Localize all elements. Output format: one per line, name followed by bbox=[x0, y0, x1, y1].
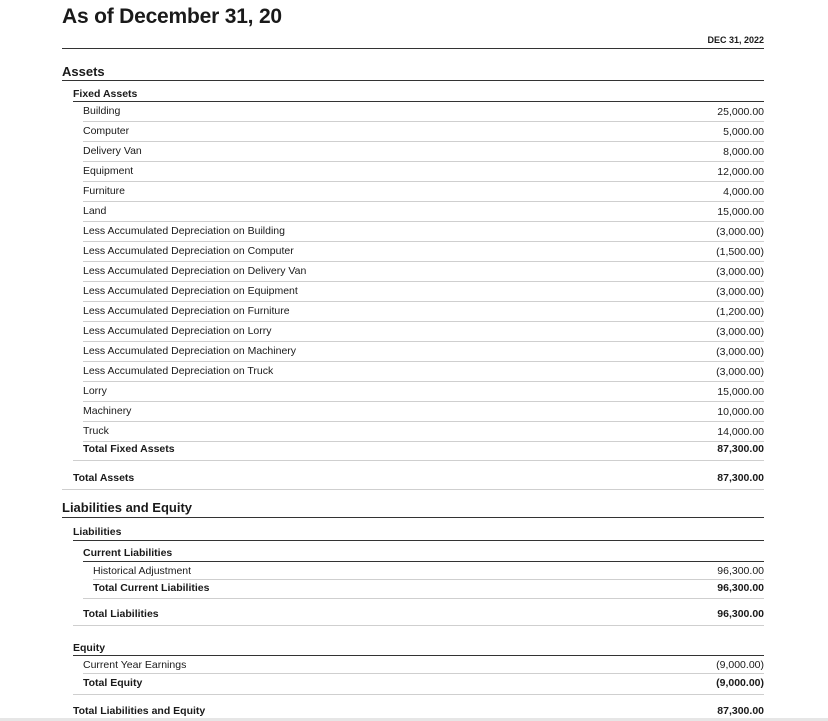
total-equity-divider bbox=[73, 694, 764, 695]
liabilities-heading: Liabilities bbox=[73, 526, 122, 538]
row-divider bbox=[83, 361, 764, 362]
row-divider bbox=[83, 141, 764, 142]
total-current-liabilities-divider bbox=[83, 598, 764, 599]
fixed-assets-heading: Fixed Assets bbox=[73, 88, 138, 100]
total-current-liabilities-label: Total Current Liabilities bbox=[93, 582, 210, 594]
liabilities-equity-divider bbox=[62, 517, 764, 518]
fixed-asset-amount: (3,000.00) bbox=[716, 226, 764, 238]
row-divider bbox=[83, 321, 764, 322]
current-year-earnings-divider bbox=[83, 673, 764, 674]
current-liabilities-heading: Current Liabilities bbox=[83, 547, 173, 559]
historical-adjustment-label: Historical Adjustment bbox=[93, 565, 192, 577]
total-fixed-assets-divider bbox=[73, 460, 764, 461]
row-divider bbox=[83, 281, 764, 282]
page-title: As of December 31, 20 bbox=[62, 5, 282, 28]
fixed-asset-label: Computer bbox=[83, 125, 130, 137]
fixed-asset-label: Less Accumulated Depreciation on Delivery Van bbox=[83, 265, 307, 277]
total-assets-label: Total Assets bbox=[73, 472, 135, 484]
fixed-asset-amount: (1,500.00) bbox=[716, 246, 764, 258]
fixed-asset-amount: (1,200.00) bbox=[716, 306, 764, 318]
fixed-asset-amount: 8,000.00 bbox=[723, 146, 764, 158]
equity-divider bbox=[73, 655, 764, 656]
fixed-asset-amount: 12,000.00 bbox=[717, 166, 764, 178]
fixed-asset-label: Machinery bbox=[83, 405, 132, 417]
row-divider bbox=[83, 381, 764, 382]
total-liabilities-divider bbox=[73, 625, 764, 626]
row-divider bbox=[83, 221, 764, 222]
row-divider bbox=[83, 261, 764, 262]
current-year-earnings-label: Current Year Earnings bbox=[83, 659, 187, 671]
current-year-earnings-amount: (9,000.00) bbox=[716, 659, 764, 671]
row-divider bbox=[83, 241, 764, 242]
liabilities-equity-heading: Liabilities and Equity bbox=[62, 500, 193, 515]
total-equity-label: Total Equity bbox=[83, 677, 143, 689]
fixed-asset-amount: 15,000.00 bbox=[717, 206, 764, 218]
total-assets-amount: 87,300.00 bbox=[717, 472, 764, 484]
row-divider bbox=[83, 301, 764, 302]
row-divider bbox=[83, 121, 764, 122]
row-divider bbox=[83, 421, 764, 422]
fixed-asset-label: Less Accumulated Depreciation on Furniture bbox=[83, 305, 290, 317]
historical-adjustment-amount: 96,300.00 bbox=[717, 565, 764, 577]
row-divider bbox=[83, 341, 764, 342]
row-divider bbox=[83, 401, 764, 402]
fixed-asset-label: Equipment bbox=[83, 165, 134, 177]
fixed-asset-amount: 15,000.00 bbox=[717, 386, 764, 398]
row-divider bbox=[83, 181, 764, 182]
row-divider bbox=[83, 201, 764, 202]
row-divider bbox=[83, 441, 764, 442]
assets-heading: Assets bbox=[62, 64, 105, 79]
total-liabilities-label: Total Liabilities bbox=[83, 608, 159, 620]
fixed-asset-amount: 4,000.00 bbox=[723, 186, 764, 198]
fixed-asset-label: Less Accumulated Depreciation on Computer bbox=[83, 245, 294, 257]
fixed-asset-amount: (3,000.00) bbox=[716, 266, 764, 278]
fixed-asset-label: Lorry bbox=[83, 385, 107, 397]
total-fixed-assets-amount: 87,300.00 bbox=[717, 443, 764, 455]
fixed-asset-label: Less Accumulated Depreciation on Machinery bbox=[83, 345, 297, 357]
total-fixed-assets-label: Total Fixed Assets bbox=[83, 443, 175, 455]
equity-heading: Equity bbox=[73, 642, 106, 654]
fixed-asset-amount: 10,000.00 bbox=[717, 406, 764, 418]
total-current-liabilities-amount: 96,300.00 bbox=[717, 582, 764, 594]
total-liabilities-equity-label: Total Liabilities and Equity bbox=[73, 705, 206, 717]
fixed-asset-amount: (3,000.00) bbox=[716, 326, 764, 338]
fixed-asset-label: Less Accumulated Depreciation on Lorry bbox=[83, 325, 272, 337]
fixed-asset-amount: 5,000.00 bbox=[723, 126, 764, 138]
historical-adjustment-divider bbox=[93, 579, 764, 580]
column-header-date: DEC 31, 2022 bbox=[707, 35, 764, 45]
fixed-asset-label: Less Accumulated Depreciation on Building bbox=[83, 225, 285, 237]
fixed-asset-label: Furniture bbox=[83, 185, 126, 197]
liabilities-divider bbox=[73, 540, 764, 541]
total-equity-amount: (9,000.00) bbox=[716, 677, 764, 689]
row-divider bbox=[83, 161, 764, 162]
fixed-asset-amount: (3,000.00) bbox=[716, 346, 764, 358]
fixed-asset-amount: (3,000.00) bbox=[716, 286, 764, 298]
fixed-asset-label: Less Accumulated Depreciation on Equipment bbox=[83, 285, 298, 297]
fixed-asset-label: Land bbox=[83, 205, 107, 217]
total-liabilities-amount: 96,300.00 bbox=[717, 608, 764, 620]
total-assets-divider bbox=[62, 489, 764, 490]
current-liabilities-divider bbox=[83, 561, 764, 562]
fixed-asset-label: Truck bbox=[83, 425, 109, 437]
total-liabilities-equity-amount: 87,300.00 bbox=[717, 705, 764, 717]
fixed-asset-amount: 14,000.00 bbox=[717, 426, 764, 438]
fixed-assets-divider bbox=[73, 101, 764, 102]
fixed-asset-label: Building bbox=[83, 105, 121, 117]
fixed-asset-label: Delivery Van bbox=[83, 145, 142, 157]
fixed-asset-amount: (3,000.00) bbox=[716, 366, 764, 378]
fixed-asset-label: Less Accumulated Depreciation on Truck bbox=[83, 365, 274, 377]
fixed-asset-amount: 25,000.00 bbox=[717, 106, 764, 118]
assets-divider bbox=[62, 80, 764, 81]
header-divider bbox=[62, 48, 764, 49]
